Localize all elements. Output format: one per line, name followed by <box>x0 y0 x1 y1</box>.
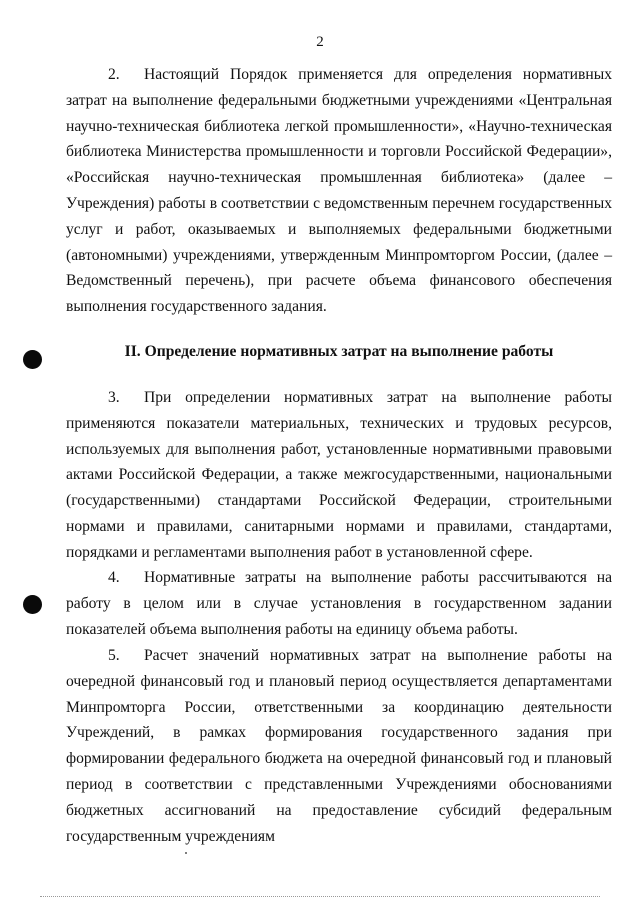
paragraph-5 <box>66 643 612 849</box>
hole-punch-mark <box>23 595 42 614</box>
paragraph-text: При определении нормативных затрат на выполнение работы применяются показатели материальных, технических и трудовых ресурсов, используемых для выполнения работ, установленные нормативными правовыми актами Российской Федерации, а также межгосударственными, национальными (государственными) стандартами Российской Федерации, строительными нормами и правилами, санитарными нормами и правилами, стандартами, порядками и регламентами выполнения работ в установленной сфере. <box>66 389 612 561</box>
paragraph-text: Настоящий Порядок применяется для определения нормативных затрат на выполнение федеральными бюджетными учреждениями «Центральная научно-техническая библиотека легкой промышленности», «Научно-техническая библиотека Министерства промышленности и торговли Российской Федерации», «Российская научно-техническая промышленная библиотека» (далее – Учреждения) работы в соответствии с ведомственным перечнем государственных услуг и работ, оказываемых и выполняемых федеральными бюджетными (автономными) учреждениями, утвержденным Минпромторгом России, (далее – Ведомственный перечень), при расчете объема финансового обеспечения выполнения государственного задания. <box>66 66 612 316</box>
paragraph-3 <box>66 385 612 566</box>
scan-speck <box>185 852 187 854</box>
paragraph-4 <box>66 565 612 642</box>
paragraph-text: Нормативные затраты на выполнение работы рассчитываются на работу в целом или в случае установления в государственном задании показателей объема выполнения работы на единицу объема работы. <box>66 569 612 638</box>
paragraph-2 <box>66 62 612 320</box>
page-number: 2 <box>316 34 324 50</box>
hole-punch-mark <box>23 350 42 369</box>
paragraph-number: 5. <box>108 647 120 664</box>
paragraph-number: 2. <box>108 66 120 83</box>
paragraph-number: 4. <box>108 569 120 586</box>
paragraph-text: Расчет значений нормативных затрат на выполнение работы на очередной финансовый год и плановый период осуществляется департаментами Минпромторга России, ответственными за координацию деятельности Учреждений, в рамках формирования государственного задания при формировании федерального бюджета на очередной финансовый год и плановый период в соответствии с представленными Учреждениями обоснованиями бюджетных ассигнований на предоставление субсидий федеральным государственным учреждениям <box>66 647 612 845</box>
scan-bottom-edge <box>40 896 600 897</box>
section-heading: II. Определение нормативных затрат на выполнение работы <box>124 343 554 360</box>
paragraph-number: 3. <box>108 389 120 406</box>
